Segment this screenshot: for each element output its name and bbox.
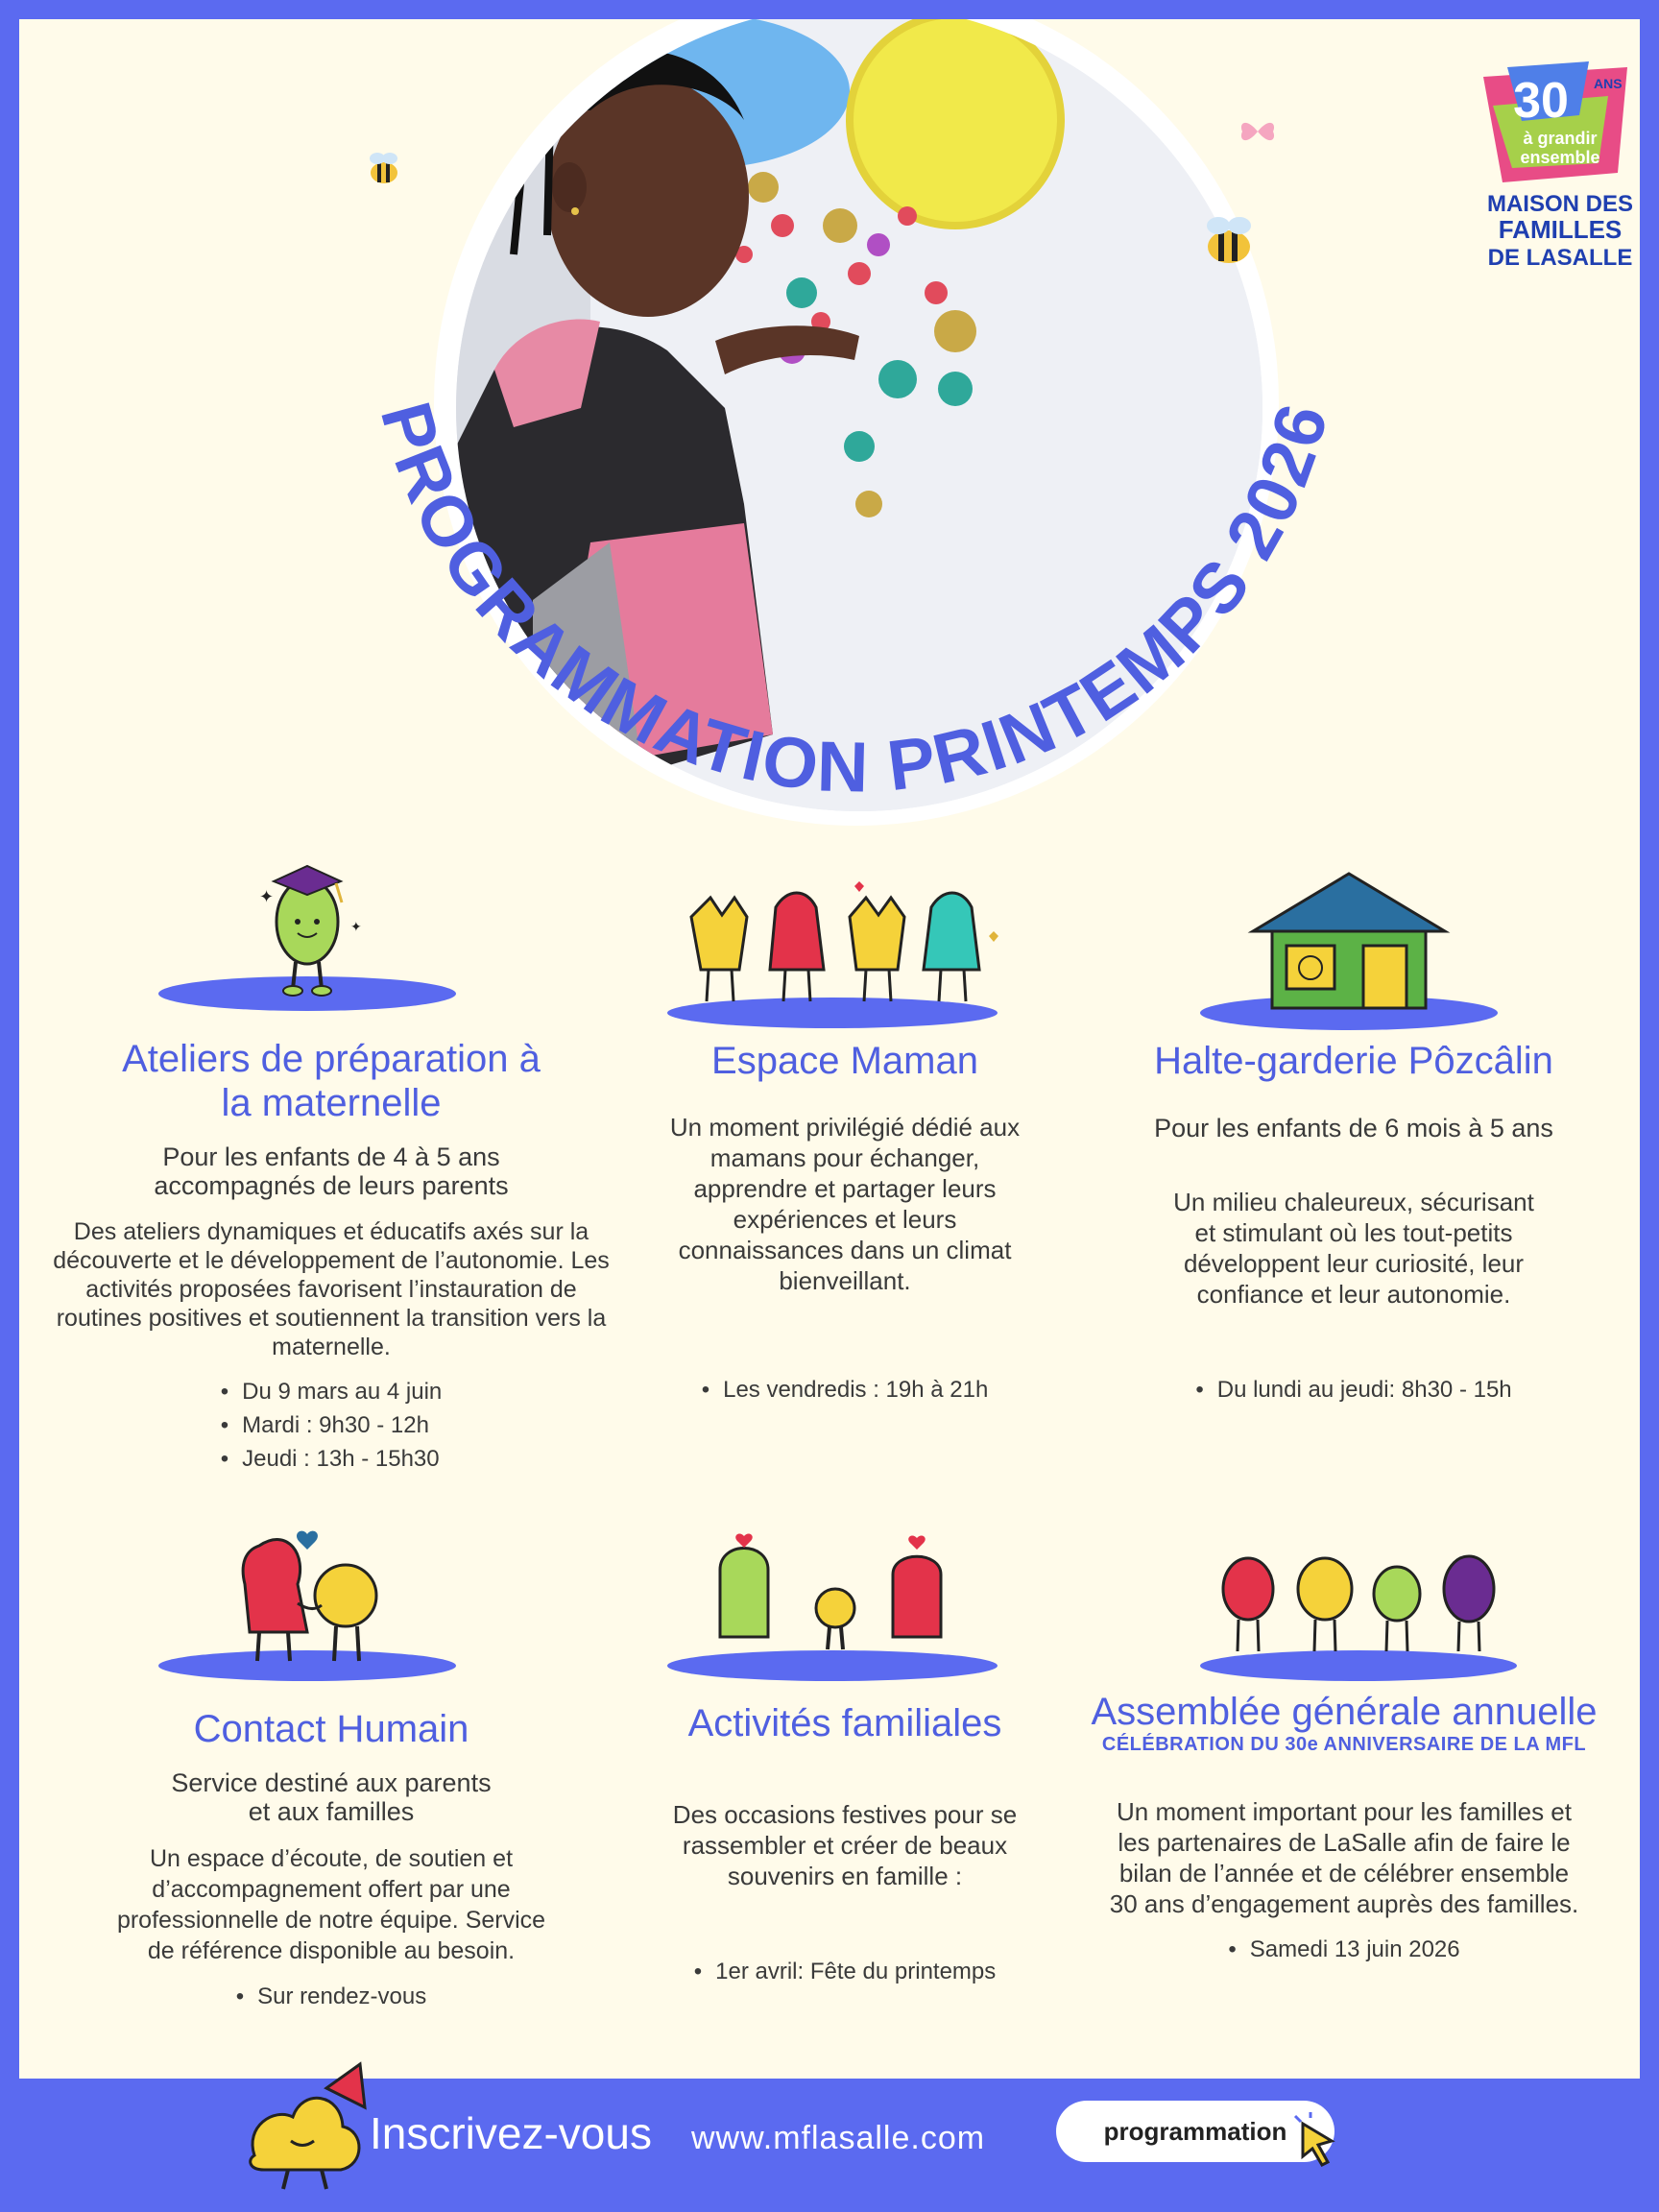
list-item: • Du lundi au jeudi: 8h30 - 15h bbox=[1195, 1373, 1511, 1407]
logo-ans: ANS bbox=[1594, 76, 1623, 91]
program-subtitle: CÉLÉBRATION DU 30e ANNIVERSAIRE DE LA MFL bbox=[1101, 1734, 1587, 1755]
page-title: PROGRAMMATION PRINTEMPS 2026 bbox=[365, 394, 1344, 807]
flyer-page bbox=[19, 19, 1640, 2079]
program-description: Un moment privilégié dédié aux mamans pour échanger, apprendre et partager leurs expériences et leurs connaissances dans un climat bienveillant. bbox=[669, 1113, 1021, 1295]
megaphone-character-icon bbox=[235, 2050, 370, 2194]
celebration-friends-icon bbox=[1195, 1531, 1522, 1685]
list-item: • Samedi 13 juin 2026 bbox=[1228, 1933, 1459, 1966]
program-title: Halte-garderie Pôzcâlin bbox=[1154, 1040, 1553, 1082]
family-activities-icon bbox=[662, 1527, 1003, 1685]
program-title: Assemblée générale annuelle bbox=[1091, 1691, 1598, 1733]
logo-name-2: FAMILLES bbox=[1498, 215, 1623, 244]
logo-years: 30 bbox=[1513, 73, 1569, 129]
program-halte-garderie bbox=[1104, 1039, 1603, 1407]
graduate-character-icon bbox=[154, 845, 461, 1013]
logo-tagline-1: à grandir bbox=[1523, 129, 1598, 148]
svg-text:✦: ✦ bbox=[259, 887, 275, 906]
curved-title bbox=[19, 19, 1640, 883]
program-schedule bbox=[221, 1375, 443, 1476]
program-schedule bbox=[694, 1955, 997, 1988]
human-contact-icon bbox=[154, 1527, 461, 1685]
bee-icon bbox=[1195, 206, 1262, 274]
program-espace-maman bbox=[653, 1039, 1037, 1407]
logo-name-1: MAISON DES bbox=[1486, 191, 1634, 217]
cursor-icon bbox=[1291, 2112, 1344, 2170]
program-description: Un milieu chaleureux, sécurisant et stimulant où les tout-petits développent leur curiosité, leur confiance et leur autonomie. bbox=[1173, 1188, 1534, 1309]
list-item: • Mardi : 9h30 - 12h bbox=[221, 1408, 443, 1442]
footer-cta: Inscrivez-vous bbox=[370, 2108, 652, 2158]
list-item: • Sur rendez-vous bbox=[236, 1980, 427, 2013]
program-schedule bbox=[1228, 1933, 1459, 1966]
mfl-logo bbox=[1464, 48, 1640, 278]
svg-text:✦: ✦ bbox=[350, 919, 362, 934]
program-schedule bbox=[702, 1373, 989, 1407]
bee-icon bbox=[360, 144, 408, 192]
footer-url[interactable]: www.mflasalle.com bbox=[691, 2120, 986, 2156]
program-assemblee bbox=[1075, 1690, 1613, 1966]
list-item: • Jeudi : 13h - 15h30 bbox=[221, 1442, 443, 1476]
list-item: • Les vendredis : 19h à 21h bbox=[702, 1373, 989, 1407]
program-title: Contact Humain bbox=[193, 1708, 469, 1750]
program-title: Activités familiales bbox=[687, 1702, 1002, 1744]
list-item: • 1er avril: Fête du printemps bbox=[694, 1955, 997, 1988]
daycare-house-icon bbox=[1195, 864, 1503, 1032]
program-subtitle: Pour les enfants de 6 mois à 5 ans bbox=[1154, 1114, 1553, 1142]
program-description: Des ateliers dynamiques et éducatifs axés sur la découverte et le développement de l’autonomie. Les activités proposées favorisent l’instauration de routines positives et soutiennent la transition vers la maternelle. bbox=[53, 1218, 610, 1360]
program-description: Des occasions festives pour se rassembler et créer de beaux souvenirs en famille : bbox=[672, 1800, 1018, 1890]
logo-name-3: DE LASALLE bbox=[1487, 245, 1633, 271]
program-description: Un moment important pour les familles et les partenaires de LaSalle afin de faire le bilan de l’année et de célébrer ensemble 30 ans d’engagement auprès des familles. bbox=[1109, 1797, 1579, 1918]
logo-tagline-2: ensemble bbox=[1520, 148, 1600, 167]
program-subtitle: Service destiné aux parents et aux familles bbox=[171, 1768, 492, 1826]
program-title: Ateliers de préparation à la maternelle bbox=[122, 1038, 541, 1124]
program-schedule bbox=[1195, 1373, 1511, 1407]
happy-friends-icon bbox=[662, 878, 1003, 1032]
program-activites-familiales bbox=[634, 1701, 1056, 1988]
list-item: • Du 9 mars au 4 juin bbox=[221, 1375, 443, 1408]
program-description: Un espace d’écoute, de soutien et d’accompagnement offert par une professionnelle de notre équipe. Service de référence disponible au besoin. bbox=[116, 1845, 546, 1964]
program-schedule bbox=[236, 1980, 427, 2013]
program-contact-humain bbox=[106, 1707, 557, 2013]
program-subtitle: Pour les enfants de 4 à 5 ans accompagnés de leurs parents bbox=[154, 1142, 509, 1200]
butterfly-icon bbox=[1238, 115, 1277, 148]
svg-text:PROGRAMMATION PRINTEMPS 2026 bbox=[366, 394, 1343, 806]
program-ateliers bbox=[48, 1037, 614, 1476]
program-title: Espace Maman bbox=[711, 1040, 978, 1082]
button-label: programmation bbox=[1103, 2116, 1287, 2146]
